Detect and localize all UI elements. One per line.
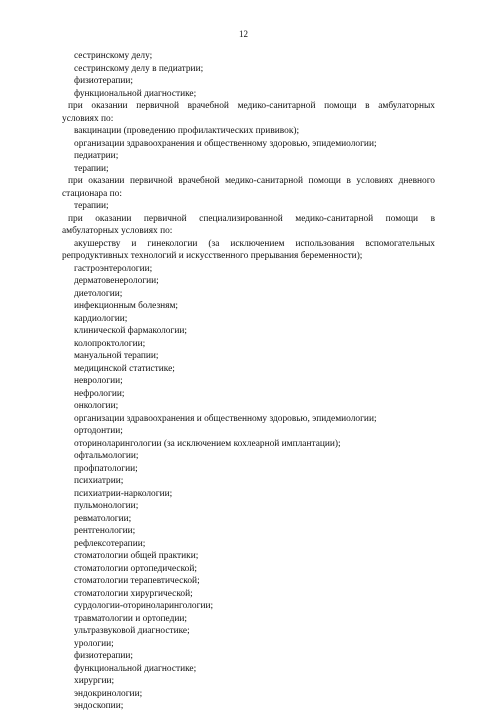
list-item: физиотерапии; [74, 76, 134, 86]
paragraph-line: стационара по: [62, 188, 122, 199]
list-item: функциональной диагностике; [74, 88, 197, 99]
list-item: терапии; [74, 201, 109, 211]
list-item: офтальмологии; [74, 451, 139, 461]
list-item: гастроэнтерологии; [74, 263, 153, 274]
list-item: функциональной диагностике; [74, 663, 197, 674]
list-item: сурдологии-оториноларингологии; [74, 601, 214, 611]
list-item: акушерству и гинекологии (за исключением использования вспомогательных [74, 238, 435, 249]
list-item: эндоскопии; [74, 701, 124, 711]
list-item: рефлексотерапии; [74, 538, 146, 549]
list-item: стоматологии ортопедической; [74, 563, 197, 574]
list-item: психиатрии; [74, 476, 124, 486]
list-item: вакцинации (проведению профилактических прививок); [74, 126, 300, 136]
page-number: 12 [239, 29, 248, 39]
list-item: нефрологии; [74, 388, 125, 399]
list-item: психиатрии-наркологии; [74, 488, 173, 499]
list-item: урологии; [74, 638, 114, 649]
list-item: стоматологии общей практики; [74, 551, 199, 561]
list-item: диетологии; [74, 288, 123, 299]
list-item: профпатологии; [74, 463, 138, 474]
paragraph-line: репродуктивных технологий и искусственного прерывания беременности); [62, 251, 363, 261]
list-item: онкологии; [74, 401, 119, 411]
list-item: кардиологии; [74, 313, 128, 324]
list-item: стоматологии терапевтической; [74, 576, 200, 586]
list-item: организации здравоохранения и общественному здоровью, эпидемиологии; [74, 138, 377, 149]
list-item: колопроктологии; [74, 338, 146, 349]
list-item: стоматологии хирургической; [74, 588, 193, 599]
list-item: организации здравоохранения и общественному здоровью, эпидемиологии; [74, 413, 377, 424]
list-item: мануальной терапии; [74, 351, 159, 361]
document-body [62, 50, 435, 713]
list-item: хирургии; [74, 676, 115, 686]
list-item: медицинской статистике; [74, 363, 175, 374]
list-item: терапии; [74, 163, 109, 174]
list-item: ортодонтии; [74, 426, 123, 436]
list-item: сестринскому делу; [74, 51, 153, 61]
list-item: ревматологии; [74, 513, 132, 524]
list-item: клинической фармакологии; [74, 326, 187, 336]
list-item: физиотерапии; [74, 651, 134, 661]
list-item: инфекционным болезням; [74, 301, 179, 311]
paragraph-line: при оказании первичной врачебной медико-санитарной помощи в амбулаторных [68, 101, 435, 111]
list-item: рентгенологии; [74, 526, 136, 536]
paragraph-line: при оказании первичной врачебной медико-санитарной помощи в условиях дневного [68, 176, 435, 186]
list-item: эндокринологии; [74, 688, 143, 699]
paragraph-line: амбулаторных условиях по: [62, 226, 173, 236]
paragraph-line: условиях по: [62, 113, 114, 124]
list-item: педиатрии; [74, 151, 119, 161]
list-item: оториноларингологии (за исключением кохлеарной имплантации); [74, 438, 341, 449]
list-item: сестринскому делу в педиатрии; [74, 63, 204, 74]
list-item: неврологии; [74, 376, 123, 386]
list-item: дерматовенерологии; [74, 276, 159, 286]
list-item: пульмонологии; [74, 501, 139, 511]
list-item: травматологии и ортопедии; [74, 613, 187, 624]
paragraph-line: при оказании первичной специализированной медико-санитарной помощи в [68, 213, 435, 224]
list-item: ультразвуковой диагностике; [74, 626, 190, 636]
